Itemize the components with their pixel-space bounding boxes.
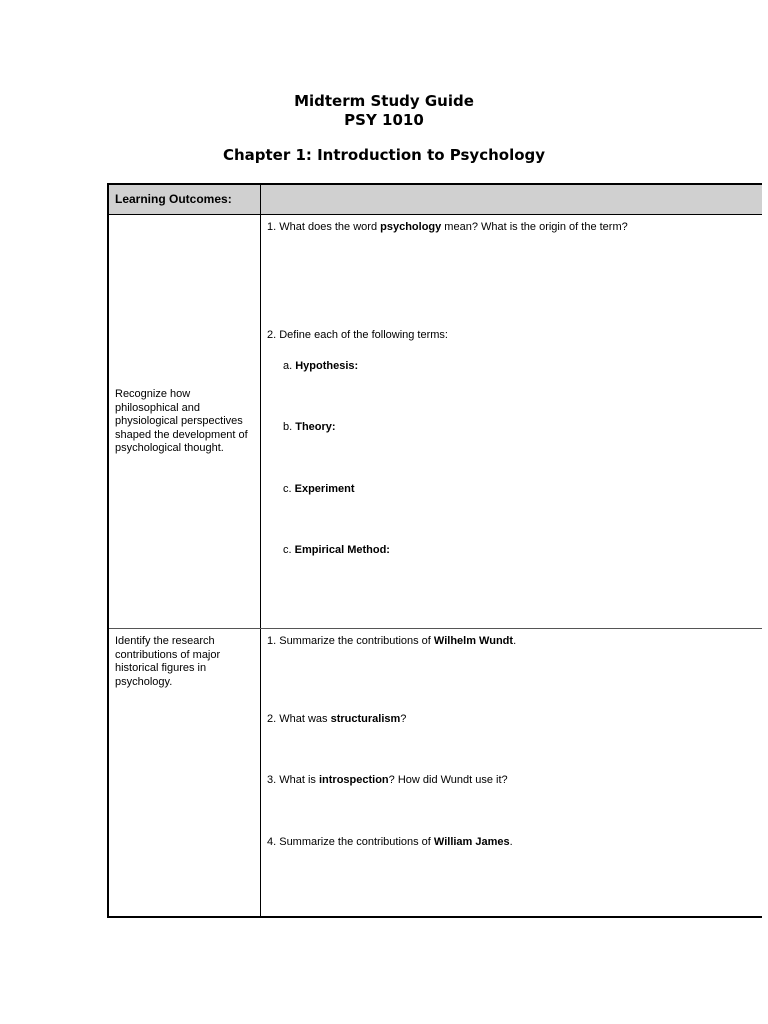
question-psychology-meaning: 1. What does the word psychology mean? What is the origin of the term? [267, 221, 628, 233]
course-code: PSY 1010 [344, 111, 424, 129]
question-wundt-contributions: 1. Summarize the contributions of Wilhelm Wundt. [267, 635, 517, 647]
question-introspection: 3. What is introspection? How did Wundt use it? [267, 774, 508, 786]
chapter-heading: Chapter 1: Introduction to Psychology [222, 146, 546, 164]
term-theory: b. Theory: [283, 421, 336, 433]
learning-outcome-1: Recognize how philosophical and physiological perspectives shaped the development of psychological thought. [115, 388, 248, 454]
learning-outcome-2: Identify the research contributions of major historical figures in psychology. [115, 635, 221, 688]
question-define-terms: 2. Define each of the following terms: [267, 329, 448, 341]
row-divider [109, 628, 762, 629]
column-divider [260, 185, 261, 916]
term-hypothesis: a. Hypothesis: [283, 360, 359, 372]
table-header-row [109, 185, 762, 215]
document-title: Midterm Study Guide [294, 92, 474, 110]
term-experiment: c. Experiment [283, 483, 355, 495]
study-guide-table [107, 183, 762, 918]
learning-outcomes-header: Learning Outcomes: [115, 192, 232, 206]
question-structuralism: 2. What was structuralism? [267, 713, 407, 725]
term-empirical-method: c. Empirical Method: [283, 544, 390, 556]
question-james-contributions: 4. Summarize the contributions of William James. [267, 836, 513, 848]
